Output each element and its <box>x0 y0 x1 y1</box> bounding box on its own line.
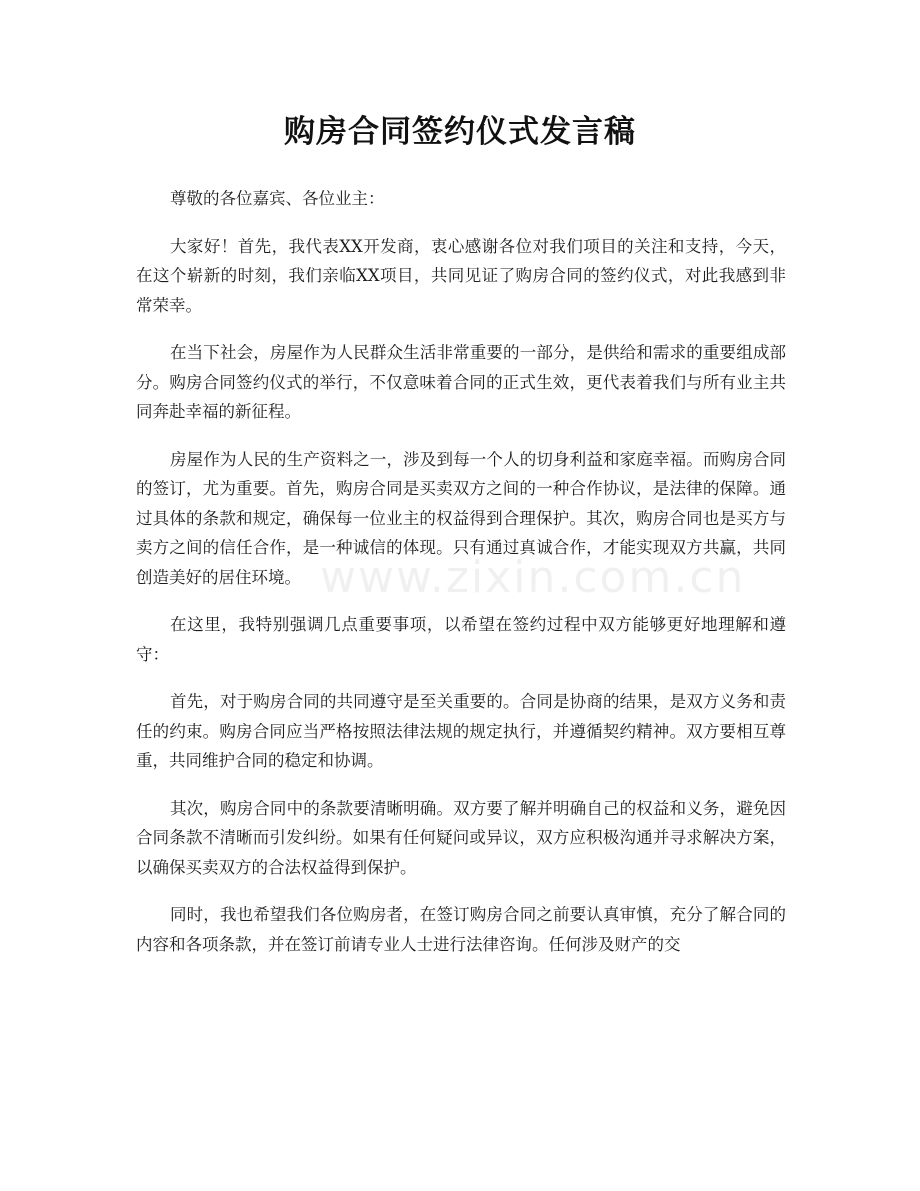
paragraph: 首先，对于购房合同的共同遵守是至关重要的。合同是协商的结果，是双方义务和责任的约束。购房合同应当严格按照法律法规的规定执行，并遵循契约精神。双方要相互尊重，共同维护合同的稳定和协调。 <box>136 692 786 770</box>
salutation: 尊敬的各位嘉宾、各位业主： <box>170 189 385 208</box>
paragraph: 在当下社会，房屋作为人民群众生活非常重要的一部分，是供给和需求的重要组成部分。购房合同签约仪式的举行，不仅意味着合同的正式生效，更代表着我们与所有业主共同奔赴幸福的新征程。 <box>136 343 786 421</box>
document-title: 购房合同签约仪式发言稿 <box>284 114 636 150</box>
paragraph: 大家好！首先，我代表XX开发商，衷心感谢各位对我们项目的关注和支持，今天，在这个崭新的时刻，我们亲临XX项目，共同见证了购房合同的签约仪式，对此我感到非常荣幸。 <box>136 236 786 315</box>
paragraph: 其次，购房合同中的条款要清晰明确。双方要了解并明确自己的权益和义务，避免因合同条款不清晰而引发纠纷。如果有任何疑问或异议，双方应积极沟通并寻求解决方案，以确保买卖双方的合法权益得到保护。 <box>136 798 786 877</box>
paragraph: 房屋作为人民的生产资料之一，涉及到每一个人的切身利益和家庭幸福。而购房合同的签订，尤为重要。首先，购房合同是买卖双方之间的一种合作协议，是法律的保障。通过具体的条款和规定，确保每一位业主的权益得到合理保护。其次，购房合同也是买方与卖方之间的信任合作，是一种诚信的体现。只有通过真诚合作，才能实现双方共赢，共同创造美好的居住环境。 <box>136 449 786 587</box>
document-body <box>136 184 786 977</box>
paragraph: 在这里，我特别强调几点重要事项，以希望在签约过程中双方能够更好地理解和遵守： <box>136 615 786 664</box>
paragraph: 同时，我也希望我们各位购房者，在签订购房合同之前要认真审慎，充分了解合同的内容和各项条款，并在签订前请专业人士进行法律咨询。任何涉及财产的交 <box>136 905 786 954</box>
watermark: www.zixin.com.cn <box>320 552 746 603</box>
